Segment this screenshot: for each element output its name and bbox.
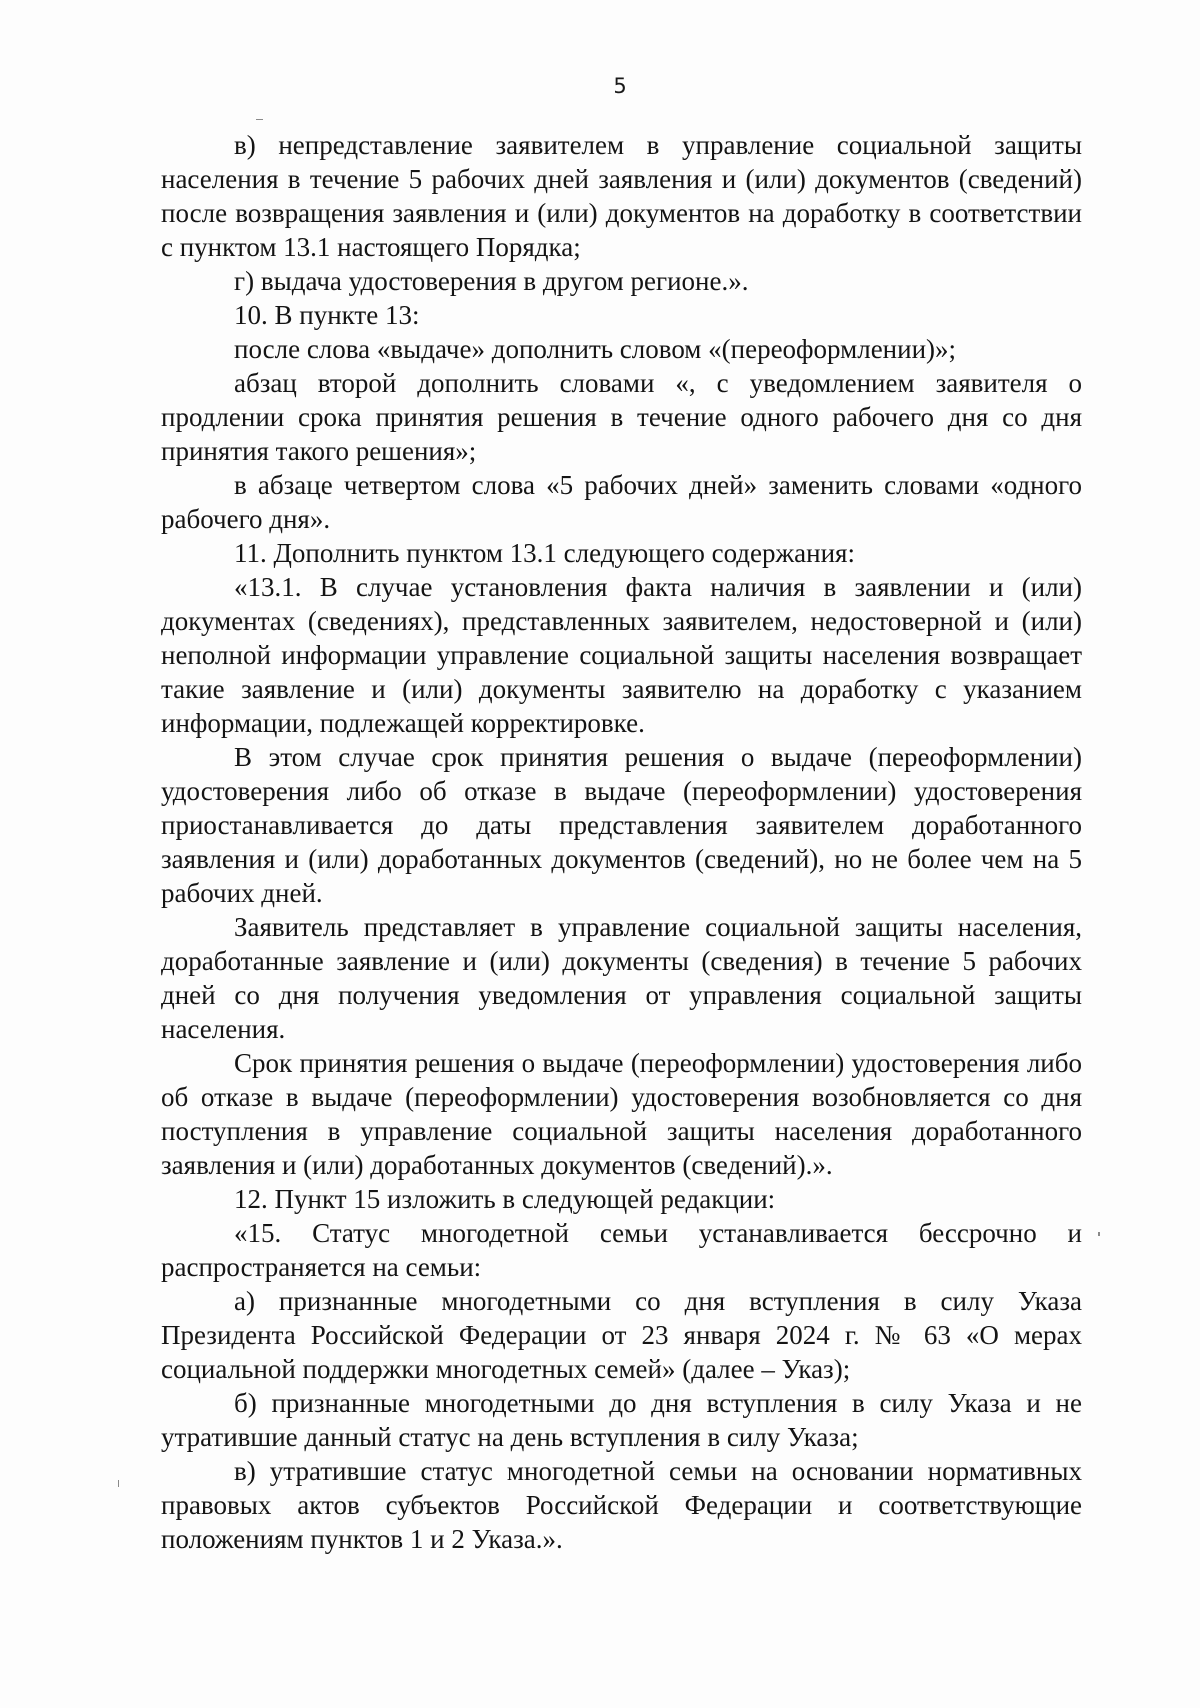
document-body	[161, 128, 1082, 1556]
paragraph: «13.1. В случае установления факта наличия в заявлении и (или) документах (сведениях), представленных заявителем, недостоверной и (или) неполной информации управление социальной защиты населения возвращает такие заявление и (или) документы заявителю на доработку с указанием информации, подлежащей корректировке.	[161, 572, 1082, 738]
paragraph: в) непредставление заявителем в управление социальной защиты населения в течение 5 рабочих дней заявления и (или) документов (сведений) после возвращения заявления и (или) документов на доработку в соответствии с пунктом 13.1 настоящего Порядка;	[161, 130, 1082, 262]
page-number: 5	[613, 74, 627, 98]
paragraph: 12. Пункт 15 изложить в следующей редакции:	[234, 1184, 776, 1214]
paragraph: Срок принятия решения о выдаче (переоформлении) удостоверения либо об отказе в выдаче (переоформлении) удостоверения возобновляется со дня поступления в управление социальной защиты населения доработанного заявления и (или) доработанных документов (сведений).».	[161, 1048, 1082, 1180]
paragraph: В этом случае срок принятия решения о выдаче (переоформлении) удостоверения либо об отказе в выдаче (переоформлении) удостоверения приостанавливается до даты представления заявителем доработанного заявления и (или) доработанных документов (сведений), но не более чем на 5 рабочих дней.	[161, 742, 1082, 908]
paragraph: Заявитель представляет в управление социальной защиты населения, доработанные заявление и (или) документы (сведения) в течение 5 рабочих дней со дня получения уведомления от управления социальной защиты населения.	[161, 912, 1082, 1044]
paragraph: б) признанные многодетными до дня вступления в силу Указа и не утратившие данный статус на день вступления в силу Указа;	[161, 1388, 1082, 1452]
paragraph: в) утратившие статус многодетной семьи на основании нормативных правовых актов субъектов Российской Федерации и соответствующие положениям пунктов 1 и 2 Указа.».	[161, 1456, 1082, 1554]
paragraph: абзац второй дополнить словами «, с уведомлением заявителя о продлении срока принятия решения в течение одного рабочего дня со дня принятия такого решения»;	[161, 368, 1082, 466]
paragraph: 10. В пункте 13:	[234, 300, 420, 330]
paragraph: в абзаце четвертом слова «5 рабочих дней» заменить словами «одного рабочего дня».	[161, 470, 1082, 534]
paragraph: после слова «выдаче» дополнить словом «(переоформлении)»;	[234, 334, 957, 364]
paragraph: 11. Дополнить пунктом 13.1 следующего содержания:	[234, 538, 855, 568]
scan-artifact	[256, 119, 263, 120]
scan-artifact	[118, 1480, 119, 1487]
paragraph: г) выдача удостоверения в другом регионе.».	[234, 266, 749, 296]
paragraph: а) признанные многодетными со дня вступления в силу Указа Президента Российской Федерации от 23 января 2024 г. № 63 «О мерах социальной поддержки многодетных семей» (далее – Указ);	[161, 1286, 1082, 1384]
scan-artifact	[1098, 1232, 1100, 1236]
paragraph: «15. Статус многодетной семьи устанавливается бессрочно и распространяется на семьи:	[161, 1218, 1082, 1282]
